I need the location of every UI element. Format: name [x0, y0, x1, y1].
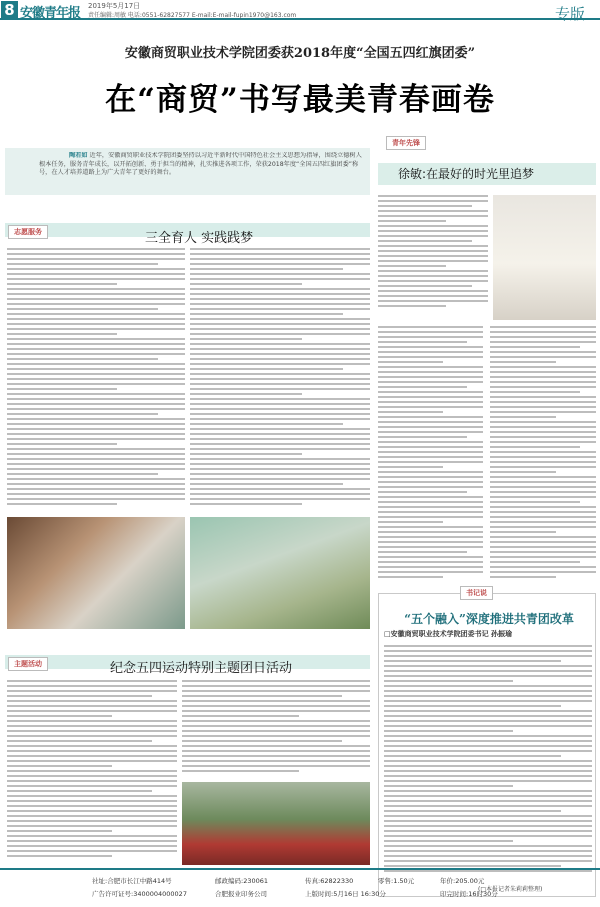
footer-address: 社址:合肥市长江中路414号: [92, 877, 172, 885]
secretary-headline: “五个融入”深度推进共青团改革: [404, 612, 574, 626]
section-banner-volunteer: 三全育人 实践践梦: [145, 231, 254, 246]
intro-text: [39, 152, 367, 178]
article-title: 在“商贸”书写最美青春画卷: [105, 82, 495, 118]
section-tag-secretary: 书记说: [460, 586, 493, 600]
section-banner-theme: 纪念五四运动特别主题团日活动: [110, 661, 293, 676]
intro-body: 近年，安徽商贸职业技术学院团委坚持以习近平新时代中国特色社会主义思想为指导，围绕立德树人根本任务，服务青年成长，以开拓创新、勇于担当的精神，扎实推进各项工作，荣获2018年度“全国五四红旗团委”称号，在人才培养道路上为广大青年了更好的舞台。: [39, 152, 362, 176]
text-column: [7, 680, 177, 865]
article-subtitle: 安徽商贸职业技术学院团委获2018年度“全国五四红旗团委”: [124, 46, 476, 61]
text-column: [7, 248, 185, 513]
section-tag-volunteer: 志愿服务: [8, 225, 48, 239]
footer-bar: [0, 868, 600, 907]
footer-print-end: 印完时间:16时30分: [440, 890, 498, 898]
text-column: [182, 680, 370, 778]
commemoration-photo: [182, 782, 370, 865]
footer-annual: 年价:205.00元: [440, 877, 485, 885]
text-column: [378, 195, 488, 320]
text-column: [190, 248, 370, 513]
editor-info: 责任编辑:周敏 电话:0551-62827577 E-mail:E-mail-fupin1970@163.com: [88, 12, 297, 19]
section-tag-theme: 主题活动: [8, 657, 48, 671]
outdoor-activity-photo: [190, 517, 370, 629]
footer-fax: 传真:62822330: [305, 877, 354, 885]
pioneer-banner-title: 徐敏:在最好的时光里追梦: [398, 167, 535, 181]
section-tag-pioneer: 青年先锋: [386, 136, 426, 150]
portrait-photo: [493, 195, 596, 320]
edition-label: 专版: [555, 5, 586, 23]
intro-author: 陶若如: [69, 152, 88, 159]
text-column: [490, 326, 596, 588]
newspaper-brand: 安徽青年报: [20, 6, 81, 21]
footer-print-start: 上版时间:5月16日 16:30分: [305, 890, 386, 898]
secretary-footnote: (□本报记者朱莉莉整理): [478, 886, 543, 893]
footer-postcode: 邮政编码:230061: [215, 877, 269, 885]
page-number: 8: [1, 1, 18, 19]
secretary-byline: □安徽商贸职业技术学院团委书记 孙振瑜: [384, 630, 513, 638]
text-column: [384, 645, 592, 880]
footer-license: 广告许可证号:3400004000027: [92, 890, 187, 898]
footer-printer: 合肥报业印务公司: [215, 890, 267, 898]
text-column: [378, 326, 483, 588]
volunteer-photo: [7, 517, 185, 629]
footer-price: 零售:1.50元: [378, 877, 415, 885]
issue-date: 2019年5月17日: [88, 2, 141, 10]
